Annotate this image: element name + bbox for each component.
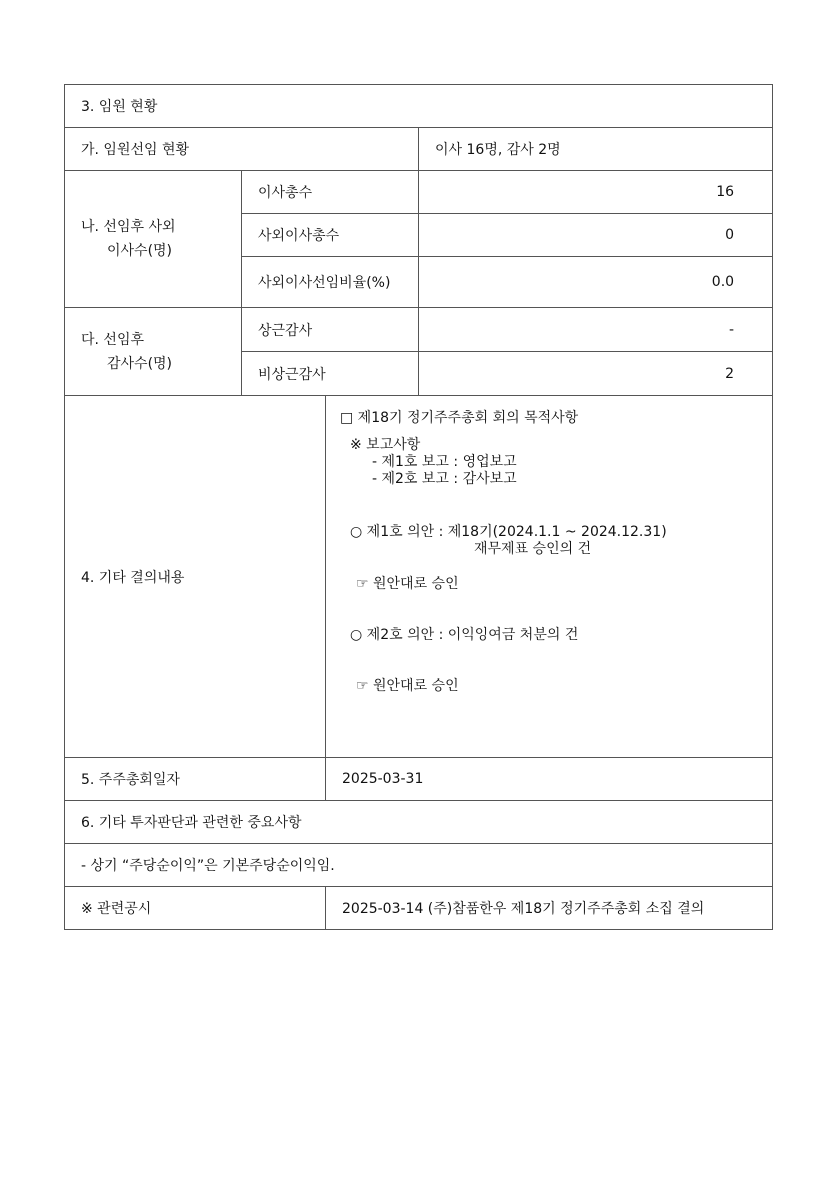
auditors-label-line1: 다. 선임후 [81,331,144,348]
directors-label-line2: 이사수(명) [107,243,173,259]
officer-status-table [64,84,773,930]
full-time-auditor-label: 상근감사 [242,308,419,352]
outside-directors-label: 사외이사총수 [242,214,419,257]
directors-label-line1: 나. 선임후 사외 [81,219,176,235]
meeting-date-value: 2025-03-31 [326,758,773,801]
resolutions-label: 4. 기타 결의내용 [65,396,326,758]
meeting-date-label: 5. 주주총회일자 [65,758,326,801]
outside-director-ratio-value: 0.0 [419,257,773,308]
related-disclosure-label: ※ 관련공시 [65,887,326,930]
directors-label [65,171,242,308]
total-directors-label: 이사총수 [242,171,419,214]
total-directors-value: 16 [419,171,773,214]
resolutions-content [326,396,773,758]
agenda-1-result: ☞ 원안대로 승인 [356,576,459,592]
outside-directors-value: 0 [419,214,773,257]
important-matters-label: 6. 기타 투자판단과 관련한 중요사항 [65,801,773,844]
report-item-2: - 제2호 보고 : 감사보고 [372,471,517,487]
auditors-label [65,308,242,396]
outside-director-ratio-label: 사외이사선임비율(%) [242,257,419,308]
important-matters-note: - 상기 “주당순이익”은 기본주당순이익임. [65,844,773,887]
full-time-auditor-value: - [419,308,773,352]
appointment-value: 이사 16명, 감사 2명 [419,128,773,171]
auditors-label-line2: 감사수(명) [107,355,173,372]
agenda-2-result: ☞ 원안대로 승인 [356,678,459,694]
agenda-2: ○ 제2호 의안 : 이익잉여금 처분의 건 [350,627,579,643]
part-time-auditor-label: 비상근감사 [242,352,419,396]
part-time-auditor-value: 2 [419,352,773,396]
related-disclosure-value: 2025-03-14 (주)참품한우 제18기 정기주주총회 소집 결의 [326,887,773,930]
agenda-1-line2: 재무제표 승인의 건 [474,541,592,557]
report-item-1: - 제1호 보고 : 영업보고 [372,454,517,470]
agenda-heading: □ 제18기 정기주주총회 회의 목적사항 [340,410,579,426]
section-title: 3. 임원 현황 [65,85,773,128]
report-title: ※ 보고사항 [350,437,421,453]
appointment-label: 가. 임원선임 현황 [65,128,419,171]
agenda-1: ○ 제1호 의안 : 제18기(2024.1.1 ~ 2024.12.31) [350,524,667,540]
